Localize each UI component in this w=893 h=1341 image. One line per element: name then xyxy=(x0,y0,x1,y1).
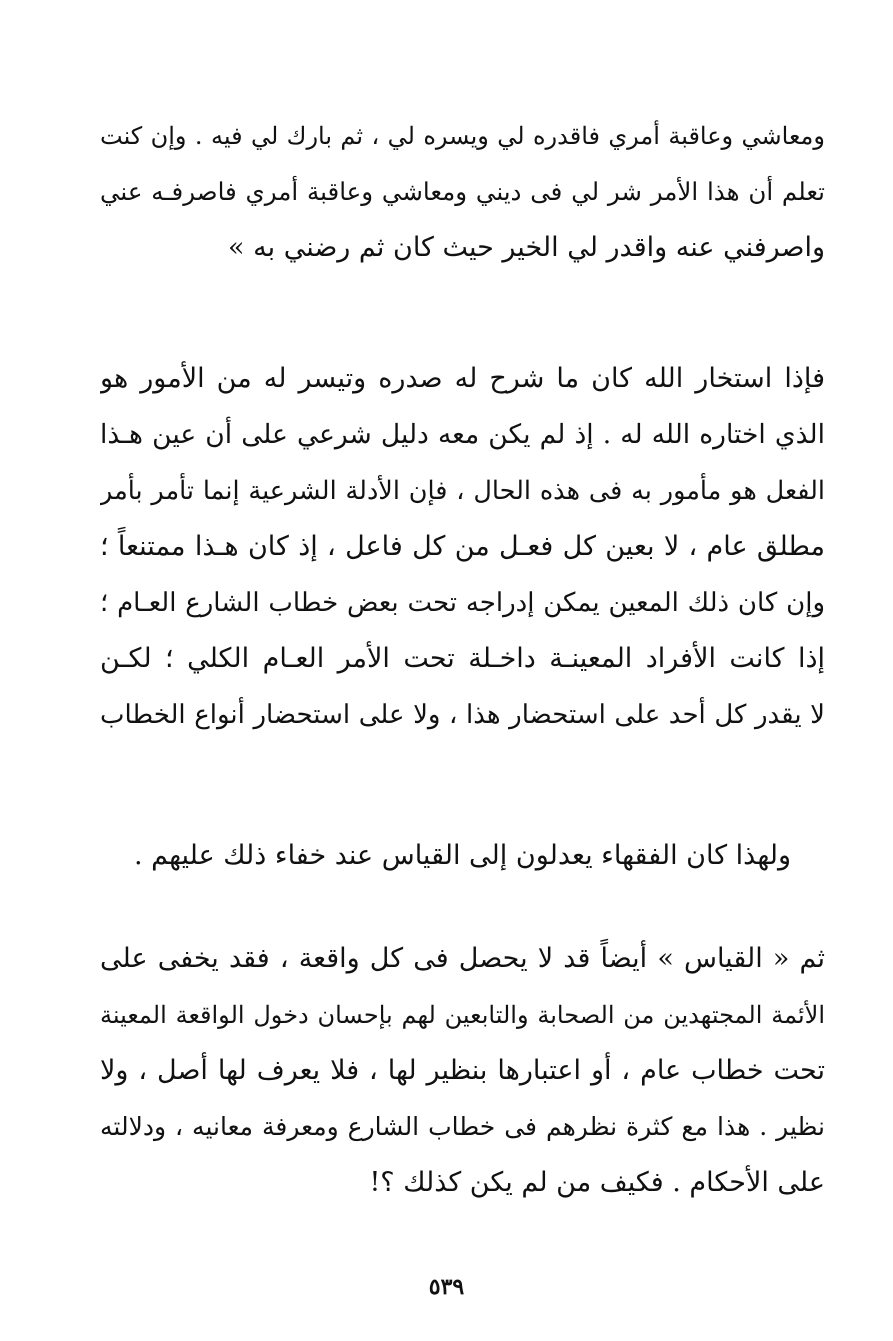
text-line: مطلق عام ، لا بعين كل فعـل من كل فاعل ، إذ كان هـذا ممتنعاً ؛ xyxy=(100,531,825,562)
text-line: فإذا استخار الله كان ما شرح له صدره وتيسر له من الأمور هو xyxy=(100,363,825,394)
text-line: وإن كان ذلك المعين يمكن إدراجه تحت بعض خطاب الشارع العـام ؛ xyxy=(100,588,825,618)
text-line: ولهذا كان الفقهاء يعدلون إلى القياس عند خفاء ذلك عليهم . xyxy=(133,840,792,871)
paragraph-4 xyxy=(100,931,825,1211)
paragraph-1 xyxy=(100,108,825,276)
text-line: إذا كانت الأفراد المعينـة داخـلة تحت الأمر العـام الكلي ؛ لكـن xyxy=(100,643,825,674)
text-line: تعلم أن هذا الأمر شر لي فى ديني ومعاشي وعاقبة أمري فاصرفـه عني xyxy=(100,177,825,206)
text-line: على الأحكام . فكيف من لم يكن كذلك ؟! xyxy=(369,1167,825,1198)
paragraph-3 xyxy=(100,828,825,884)
text-line: ثم « القياس » أيضاً قد لا يحصل فى كل واقعة ، فقد يخفى على xyxy=(100,943,825,974)
text-line: الفعل هو مأمور به فى هذه الحال ، فإن الأدلة الشرعية إنما تأمر بأمر xyxy=(100,476,825,506)
page-number: ٥٣٩ xyxy=(428,1274,465,1300)
text-line: تحت خطاب عام ، أو اعتبارها بنظير لها ، فلا يعرف لها أصل ، ولا xyxy=(100,1055,825,1086)
paragraph-2 xyxy=(100,351,825,743)
text-line: الذي اختاره الله له . إذ لم يكن معه دليل شرعي على أن عين هـذا xyxy=(100,419,825,450)
text-line: لا يقدر كل أحد على استحضار هذا ، ولا على استحضار أنواع الخطاب xyxy=(100,700,825,730)
text-line: ومعاشي وعاقبة أمري فاقدره لي ويسره لي ، ثم بارك لي فيه . وإن كنت xyxy=(100,122,825,150)
text-line: واصرفني عنه واقدر لي الخير حيث كان ثم رضني به » xyxy=(228,232,825,263)
text-line: نظير . هذا مع كثرة نظرهم فى خطاب الشارع ومعرفة معانيه ، ودلالته xyxy=(100,1112,825,1141)
text-line: الأئمة المجتهدين من الصحابة والتابعين لهم بإحسان دخول الواقعة المعينة xyxy=(100,1001,825,1029)
